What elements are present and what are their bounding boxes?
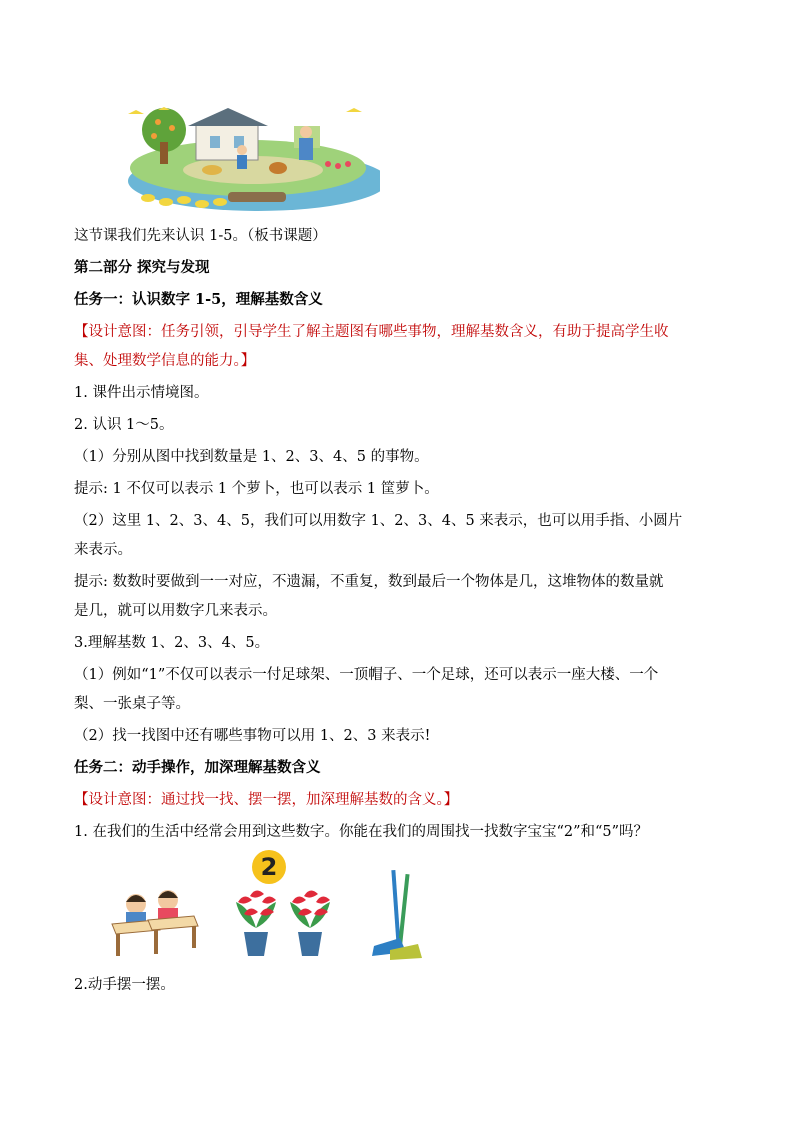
potted-flowers-illustration xyxy=(228,888,338,960)
task1-step3-1-line2: 梨、一张桌子等。 xyxy=(74,696,190,712)
students-desks-illustration xyxy=(108,880,200,962)
task1-hint2-line1: 提示: 数数时要做到一一对应，不遗漏，不重复，数到最后一个物体是几，这堆物体的数量就 xyxy=(74,574,664,590)
task2-intent: 【设计意图：通过找一找、摆一摆，加深理解基数的含义。】 xyxy=(74,792,459,808)
task2-step1: 1. 在我们的生活中经常会用到这些数字。你能在我们的周围找一找数字宝宝“2”和“5”吗？ xyxy=(74,824,649,840)
task1-step2-2-line2: 来表示。 xyxy=(74,542,132,558)
task1-hint2-line2: 是几，就可以用数字几来表示。 xyxy=(74,603,277,619)
brooms-illustration xyxy=(366,868,426,964)
task2-step2: 2.动手摆一摆。 xyxy=(74,977,175,993)
task1-step1: 1. 课件出示情境图。 xyxy=(74,385,209,401)
task1-step3-2: （2）找一找图中还有哪些事物可以用 1、2、3 来表示! xyxy=(74,728,431,744)
farm-scene-illustration xyxy=(118,106,380,216)
number-badge-label: 2 xyxy=(260,853,278,881)
task1-step2: 2. 认识 1～5。 xyxy=(74,417,174,433)
task1-intent-line2: 集、处理数学信息的能力。】 xyxy=(74,353,256,369)
task1-hint1: 提示: 1 不仅可以表示 1 个萝卜，也可以表示 1 筐萝卜。 xyxy=(74,481,439,497)
task1-title: 任务一：认识数字 1-5，理解基数含义 xyxy=(74,291,323,308)
task2-title: 任务二：动手操作，加深理解基数含义 xyxy=(74,759,321,776)
task1-step2-1: （1）分别从图中找到数量是 1、2、3、4、5 的事物。 xyxy=(74,449,429,465)
intro-text: 这节课我们先来认识 1-5。（板书课题） xyxy=(74,228,327,244)
task1-step2-2-line1: （2）这里 1、2、3、4、5，我们可以用数字 1、2、3、4、5 来表示，也可以用手指、小圆片 xyxy=(74,513,683,529)
task1-step3-1-line1: （1）例如“1”不仅可以表示一付足球架、一顶帽子、一个足球，还可以表示一座大楼、一个 xyxy=(74,667,659,683)
number-badge xyxy=(252,850,286,884)
section-heading: 第二部分 探究与发现 xyxy=(74,259,210,276)
task1-step3: 3.理解基数 1、2、3、4、5。 xyxy=(74,635,270,651)
task1-intent-line1: 【设计意图：任务引领，引导学生了解主题图有哪些事物，理解基数含义，有助于提高学生收 xyxy=(74,324,669,340)
